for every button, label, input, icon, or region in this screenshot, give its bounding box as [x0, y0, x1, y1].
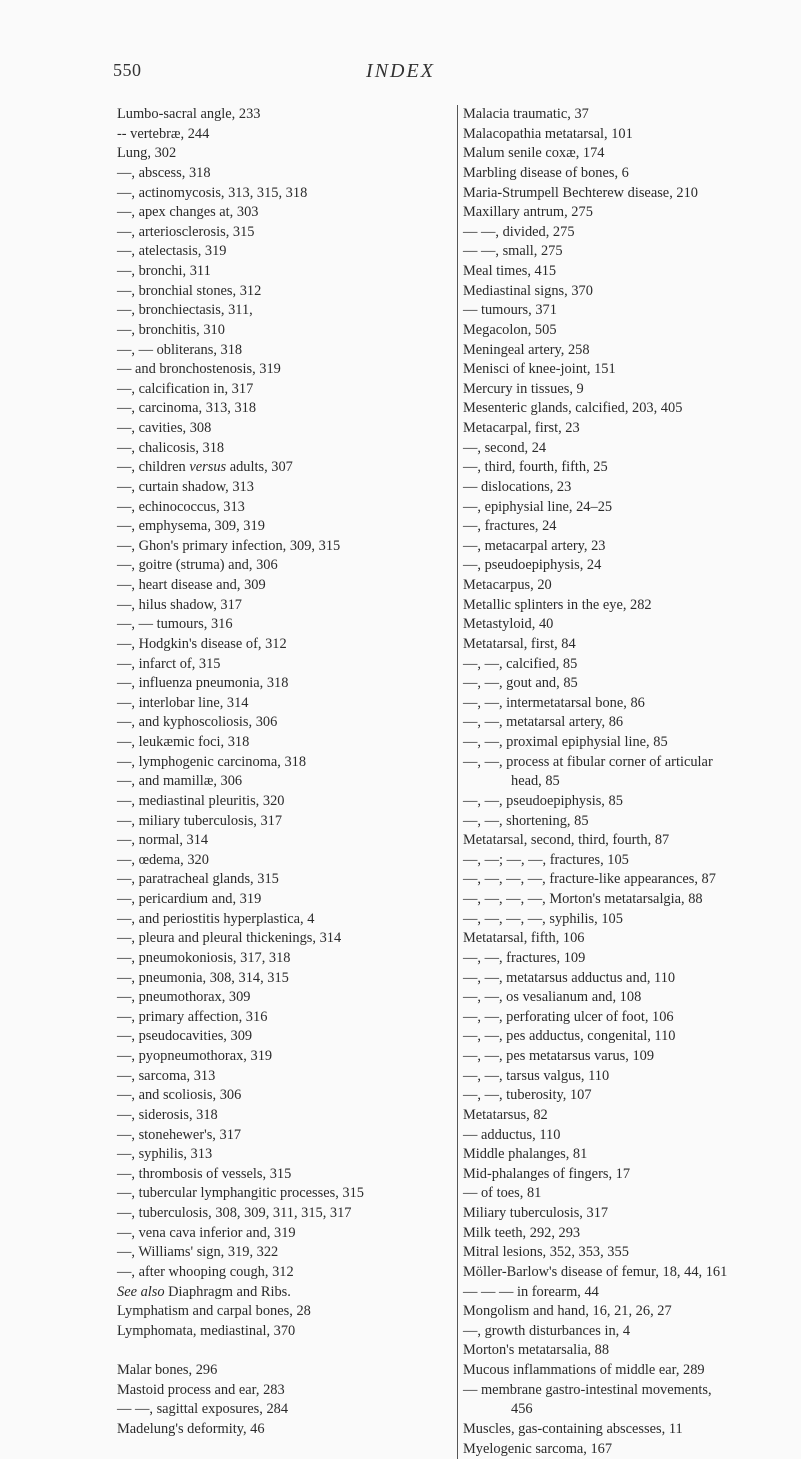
index-entry: —, —, os vesalianum and, 108: [463, 988, 763, 1008]
index-entry: —, tubercular lymphangitic processes, 315: [117, 1184, 447, 1204]
index-entry: —, —, process at fibular corner of articular: [463, 753, 763, 773]
index-entry: —, heart disease and, 309: [117, 576, 447, 596]
index-entry: Metacarpal, first, 23: [463, 419, 763, 439]
index-entry: —, —, metatarsal artery, 86: [463, 713, 763, 733]
index-entry: Malar bones, 296: [117, 1361, 447, 1381]
index-entry: See also Diaphragm and Ribs.: [117, 1283, 447, 1303]
index-entry: —, cavities, 308: [117, 419, 447, 439]
index-entry: Madelung's deformity, 46: [117, 1420, 447, 1440]
index-entry: —, —, pseudoepiphysis, 85: [463, 792, 763, 812]
index-entry: -- vertebræ, 244: [117, 125, 447, 145]
index-entry: —, œdema, 320: [117, 851, 447, 871]
index-entry: Metacarpus, 20: [463, 576, 763, 596]
index-entry: —, —; —, —, fractures, 105: [463, 851, 763, 871]
index-entry: —, —, fractures, 109: [463, 949, 763, 969]
index-entry: Metatarsal, fifth, 106: [463, 929, 763, 949]
index-entry: Morton's metatarsalia, 88: [463, 1341, 763, 1361]
index-entry: —, echinococcus, 313: [117, 498, 447, 518]
index-entry: —, atelectasis, 319: [117, 242, 447, 262]
index-entry: —, —, —, —, fracture-like appearances, 87: [463, 870, 763, 890]
index-entry: Megacolon, 505: [463, 321, 763, 341]
index-entry: —, —, perforating ulcer of foot, 106: [463, 1008, 763, 1028]
index-entry: —, —, metatarsus adductus and, 110: [463, 969, 763, 989]
index-entry: —, carcinoma, 313, 318: [117, 399, 447, 419]
index-entry: —, arteriosclerosis, 315: [117, 223, 447, 243]
index-entry: Muscles, gas-containing abscesses, 11: [463, 1420, 763, 1440]
index-entry: —, —, shortening, 85: [463, 812, 763, 832]
index-entry: —, primary affection, 316: [117, 1008, 447, 1028]
index-entry: Malacia traumatic, 37: [463, 105, 763, 125]
index-entry: — —, small, 275: [463, 242, 763, 262]
index-entry: —, mediastinal pleuritis, 320: [117, 792, 447, 812]
index-entry: —, paratracheal glands, 315: [117, 870, 447, 890]
index-entry: —, actinomycosis, 313, 315, 318: [117, 184, 447, 204]
index-entry: — adductus, 110: [463, 1126, 763, 1146]
index-entry: —, pneumokoniosis, 317, 318: [117, 949, 447, 969]
index-entry: Mesenteric glands, calcified, 203, 405: [463, 399, 763, 419]
index-entry: —, fractures, 24: [463, 517, 763, 537]
index-entry: Mastoid process and ear, 283: [117, 1381, 447, 1401]
index-entry: —, hilus shadow, 317: [117, 596, 447, 616]
index-entry: —, growth disturbances in, 4: [463, 1322, 763, 1342]
index-entry: —, pneumothorax, 309: [117, 988, 447, 1008]
index-entry: Myelogenic sarcoma, 167: [463, 1440, 763, 1459]
index-entry: 456: [463, 1400, 763, 1420]
index-entry: —, pericardium and, 319: [117, 890, 447, 910]
index-entry: —, —, pes metatarsus varus, 109: [463, 1047, 763, 1067]
index-entry: —, pleura and pleural thickenings, 314: [117, 929, 447, 949]
index-entry: —, Ghon's primary infection, 309, 315: [117, 537, 447, 557]
index-entry: [117, 1341, 447, 1361]
index-entry: Lymphomata, mediastinal, 370: [117, 1322, 447, 1342]
index-entry: —, third, fourth, fifth, 25: [463, 458, 763, 478]
index-entry: Middle phalanges, 81: [463, 1145, 763, 1165]
index-entry: —, infarct of, 315: [117, 655, 447, 675]
index-entry: —, and mamillæ, 306: [117, 772, 447, 792]
index-entry: —, vena cava inferior and, 319: [117, 1224, 447, 1244]
index-entry: Malum senile coxæ, 174: [463, 144, 763, 164]
index-entry: —, apex changes at, 303: [117, 203, 447, 223]
index-entry: —, —, tuberosity, 107: [463, 1086, 763, 1106]
index-entry: —, —, pes adductus, congenital, 110: [463, 1027, 763, 1047]
page-number: 550: [113, 60, 142, 81]
index-entry: Metatarsal, second, third, fourth, 87: [463, 831, 763, 851]
index-entry: Mid-phalanges of fingers, 17: [463, 1165, 763, 1185]
index-entry: — —, divided, 275: [463, 223, 763, 243]
index-entry: —, pyopneumothorax, 319: [117, 1047, 447, 1067]
index-entry: —, —, gout and, 85: [463, 674, 763, 694]
index-entry: Mongolism and hand, 16, 21, 26, 27: [463, 1302, 763, 1322]
index-entry: — tumours, 371: [463, 301, 763, 321]
index-entry: —, epiphysial line, 24–25: [463, 498, 763, 518]
index-entry: —, curtain shadow, 313: [117, 478, 447, 498]
index-entry: Mercury in tissues, 9: [463, 380, 763, 400]
index-entry: — and bronchostenosis, 319: [117, 360, 447, 380]
index-entry: Metatarsus, 82: [463, 1106, 763, 1126]
index-entry: Lung, 302: [117, 144, 447, 164]
index-entry: —, stonehewer's, 317: [117, 1126, 447, 1146]
index-entry: — membrane gastro-intestinal movements,: [463, 1381, 763, 1401]
index-column-left: [117, 105, 447, 1439]
index-entry: —, metacarpal artery, 23: [463, 537, 763, 557]
index-entry: —, and periostitis hyperplastica, 4: [117, 910, 447, 930]
index-entry: —, —, —, —, Morton's metatarsalgia, 88: [463, 890, 763, 910]
index-entry: Meningeal artery, 258: [463, 341, 763, 361]
index-entry: —, Hodgkin's disease of, 312: [117, 635, 447, 655]
index-entry: —, —, —, —, syphilis, 105: [463, 910, 763, 930]
index-entry: —, children versus adults, 307: [117, 458, 447, 478]
index-entry: —, and scoliosis, 306: [117, 1086, 447, 1106]
index-entry: —, — obliterans, 318: [117, 341, 447, 361]
index-entry: —, Williams' sign, 319, 322: [117, 1243, 447, 1263]
running-head: INDEX: [0, 60, 801, 83]
index-entry: —, —, intermetatarsal bone, 86: [463, 694, 763, 714]
index-entry: Miliary tuberculosis, 317: [463, 1204, 763, 1224]
index-entry: —, chalicosis, 318: [117, 439, 447, 459]
index-entry: —, leukæmic foci, 318: [117, 733, 447, 753]
index-entry: —, miliary tuberculosis, 317: [117, 812, 447, 832]
index-entry: —, influenza pneumonia, 318: [117, 674, 447, 694]
index-entry: —, syphilis, 313: [117, 1145, 447, 1165]
index-entry: —, pseudocavities, 309: [117, 1027, 447, 1047]
index-entry: —, —, proximal epiphysial line, 85: [463, 733, 763, 753]
index-entry: Milk teeth, 292, 293: [463, 1224, 763, 1244]
index-entry: —, emphysema, 309, 319: [117, 517, 447, 537]
see-also-label: See also: [117, 1284, 165, 1300]
index-entry: —, bronchitis, 310: [117, 321, 447, 341]
index-entry: Metallic splinters in the eye, 282: [463, 596, 763, 616]
index-entry: —, bronchi, 311: [117, 262, 447, 282]
index-entry: head, 85: [463, 772, 763, 792]
index-entry: —, bronchial stones, 312: [117, 282, 447, 302]
index-entry: —, pseudoepiphysis, 24: [463, 556, 763, 576]
index-entry: —, normal, 314: [117, 831, 447, 851]
index-entry: Möller-Barlow's disease of femur, 18, 44, 161: [463, 1263, 763, 1283]
index-entry: Metastyloid, 40: [463, 615, 763, 635]
index-entry: — of toes, 81: [463, 1184, 763, 1204]
index-entry: Meal times, 415: [463, 262, 763, 282]
index-entry: Maria-Strumpell Bechterew disease, 210: [463, 184, 763, 204]
index-entry: — —, sagittal exposures, 284: [117, 1400, 447, 1420]
index-entry: —, and kyphoscoliosis, 306: [117, 713, 447, 733]
index-entry: —, bronchiectasis, 311,: [117, 301, 447, 321]
index-entry: —, tuberculosis, 308, 309, 311, 315, 317: [117, 1204, 447, 1224]
index-column-right: [457, 105, 763, 1459]
index-entry: Mitral lesions, 352, 353, 355: [463, 1243, 763, 1263]
index-entry: Mediastinal signs, 370: [463, 282, 763, 302]
index-entry: — dislocations, 23: [463, 478, 763, 498]
index-entry: —, — tumours, 316: [117, 615, 447, 635]
index-entry: Marbling disease of bones, 6: [463, 164, 763, 184]
index-entry: —, siderosis, 318: [117, 1106, 447, 1126]
index-entry: Lumbo-sacral angle, 233: [117, 105, 447, 125]
index-entry: —, thrombosis of vessels, 315: [117, 1165, 447, 1185]
index-entry: —, interlobar line, 314: [117, 694, 447, 714]
index-entry: Metatarsal, first, 84: [463, 635, 763, 655]
index-entry: Mucous inflammations of middle ear, 289: [463, 1361, 763, 1381]
index-entry: —, goitre (struma) and, 306: [117, 556, 447, 576]
index-entry: —, calcification in, 317: [117, 380, 447, 400]
index-entry: — — — in forearm, 44: [463, 1283, 763, 1303]
index-entry: —, pneumonia, 308, 314, 315: [117, 969, 447, 989]
index-entry: —, —, tarsus valgus, 110: [463, 1067, 763, 1087]
index-entry: —, lymphogenic carcinoma, 318: [117, 753, 447, 773]
index-entry: Malacopathia metatarsal, 101: [463, 125, 763, 145]
index-entry: —, after whooping cough, 312: [117, 1263, 447, 1283]
index-entry: Lymphatism and carpal bones, 28: [117, 1302, 447, 1322]
index-entry: —, second, 24: [463, 439, 763, 459]
index-entry: Menisci of knee-joint, 151: [463, 360, 763, 380]
index-entry: —, —, calcified, 85: [463, 655, 763, 675]
index-entry: —, abscess, 318: [117, 164, 447, 184]
index-entry: —, sarcoma, 313: [117, 1067, 447, 1087]
index-entry: Maxillary antrum, 275: [463, 203, 763, 223]
